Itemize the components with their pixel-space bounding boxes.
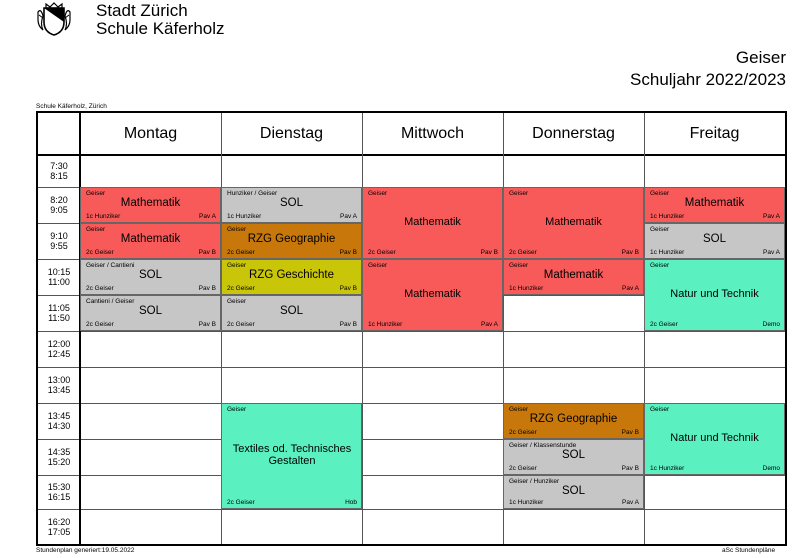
period-end: 14:30 [47, 421, 71, 431]
lesson-teacher: Geiser [650, 262, 670, 269]
lesson-class: 1c Hunziker [227, 213, 262, 220]
grid-row-line [38, 475, 785, 476]
software-credit: aSc Stundenpläne [722, 547, 776, 554]
lesson-room: Pav B [339, 321, 357, 328]
lesson-block[interactable] [503, 259, 644, 295]
lesson-subject: Natur und Technik [670, 288, 759, 300]
lesson-subject: Mathematik [684, 197, 745, 209]
lesson-block[interactable] [221, 187, 362, 223]
lesson-room: Demo [762, 465, 780, 472]
timetable-owner: Geiser [735, 48, 786, 67]
period-end: 12:45 [47, 349, 71, 359]
lesson-class: 2c Geiser [86, 249, 114, 256]
lesson-room: Demo [762, 321, 780, 328]
period-end: 13:45 [47, 385, 71, 395]
lesson-room: Pav B [198, 321, 216, 328]
lesson-subject: SOL [279, 305, 303, 317]
lesson-teacher: Geiser [509, 190, 529, 197]
period-start: 8:20 [50, 195, 68, 205]
lesson-class: 2c Geiser [227, 249, 255, 256]
period-start: 11:05 [48, 303, 70, 313]
grid-row-line [38, 509, 785, 510]
day-header-2: Dienstag [259, 125, 324, 142]
grid-row-line [38, 367, 785, 368]
lesson-teacher: Hunziker / Geiser [227, 190, 278, 197]
lesson-class: 1c Hunziker [509, 499, 544, 506]
period-time-9 [38, 439, 80, 475]
lesson-class: 2c Geiser [86, 285, 114, 292]
lesson-teacher: Geiser / Klassenstunde [509, 442, 577, 449]
lesson-block[interactable] [503, 475, 644, 509]
lesson-room: Pav B [480, 249, 498, 256]
lesson-block[interactable] [503, 439, 644, 475]
period-end: 8:15 [50, 171, 68, 181]
day-header-1: Montag [123, 125, 178, 142]
lesson-subject: RZG Geographie [529, 413, 618, 425]
lesson-teacher: Geiser [650, 226, 670, 233]
period-time-2 [38, 187, 80, 223]
lesson-subject: SOL [561, 485, 585, 497]
period-end: 17:05 [47, 526, 71, 537]
lesson-block[interactable] [503, 403, 644, 439]
lesson-teacher: Geiser [650, 406, 670, 413]
generated-date: Stundenplan generiert:19.05.2022 [36, 547, 135, 554]
period-start: 13:00 [47, 375, 71, 385]
zurich-coat-of-arms-logo [36, 2, 72, 36]
period-end: 9:05 [50, 205, 68, 215]
period-start: 15:30 [47, 482, 71, 492]
lesson-class: 2c Geiser [509, 429, 537, 436]
org-name-line2: Schule Käferholz [96, 19, 225, 38]
lesson-class: 1c Hunziker [650, 213, 685, 220]
period-time-1 [38, 155, 80, 187]
grid-row-line [38, 331, 785, 332]
lesson-subject: RZG Geographie [247, 233, 336, 245]
period-start: 10:15 [47, 267, 71, 277]
lesson-room: Pav A [481, 321, 498, 328]
lesson-block[interactable] [362, 259, 503, 331]
lesson-subject: Mathematik [120, 233, 181, 245]
lesson-block[interactable] [503, 187, 644, 259]
lesson-class: 2c Geiser [509, 465, 537, 472]
lesson-subject: Textiles od. Technisches Gestalten [232, 443, 352, 467]
lesson-teacher: Geiser [509, 406, 529, 413]
lesson-room: Pav B [621, 249, 639, 256]
lesson-room: Pav B [339, 285, 357, 292]
lesson-subject: Mathematik [404, 216, 461, 228]
period-end: 11:50 [48, 313, 70, 323]
lesson-class: 1c Hunziker [650, 465, 685, 472]
lesson-subject: SOL [561, 449, 585, 461]
lesson-teacher: Geiser [86, 226, 106, 233]
lesson-subject: Natur und Technik [670, 432, 759, 444]
lesson-teacher: Geiser [368, 262, 388, 269]
period-time-5 [38, 295, 80, 331]
period-end: 16:15 [47, 492, 71, 502]
period-time-7 [38, 367, 80, 403]
lesson-block[interactable] [80, 259, 221, 295]
lesson-subject: Mathematik [543, 269, 604, 281]
day-header-4: Donnerstag [532, 125, 615, 142]
lesson-block[interactable] [80, 223, 221, 259]
lesson-subject: RZG Geschichte [249, 269, 334, 281]
lesson-room: Pav A [340, 213, 357, 220]
lesson-subject: SOL [138, 305, 162, 317]
period-time-10 [38, 475, 80, 509]
period-end: 15:20 [47, 457, 71, 467]
lesson-teacher: Geiser [227, 406, 247, 413]
lesson-block[interactable] [644, 259, 785, 331]
lesson-teacher: Geiser / Hunziker [509, 478, 560, 485]
lesson-block[interactable] [221, 259, 362, 295]
lesson-class: 1c Hunziker [650, 249, 685, 256]
period-start: 7:30 [50, 161, 68, 171]
lesson-block[interactable] [644, 187, 785, 223]
period-time-11 [38, 509, 80, 544]
lesson-subject: SOL [138, 269, 162, 281]
lesson-block[interactable] [221, 403, 362, 509]
lesson-subject: SOL [279, 197, 303, 209]
lesson-block[interactable] [644, 223, 785, 259]
lesson-block[interactable] [221, 223, 362, 259]
lesson-block[interactable] [362, 187, 503, 259]
period-end: 11:00 [48, 277, 70, 287]
lesson-class: 2c Geiser [368, 249, 396, 256]
lesson-subject: Mathematik [404, 288, 461, 300]
period-start: 16:20 [47, 516, 71, 527]
lesson-subject: Mathematik [545, 216, 602, 228]
period-start: 14:35 [47, 447, 71, 457]
lesson-room: Pav B [339, 249, 357, 256]
lesson-class: 2c Geiser [509, 249, 537, 256]
school-year: Schuljahr 2022/2023 [630, 70, 786, 89]
lesson-block[interactable] [221, 295, 362, 331]
day-header-5: Freitag [689, 125, 740, 142]
period-time-3 [38, 223, 80, 259]
lesson-teacher: Geiser [227, 226, 247, 233]
org-name-line1: Stadt Zürich [96, 1, 188, 20]
period-time-8 [38, 403, 80, 439]
school-location: Schule Käferholz, Zürich [36, 103, 107, 110]
lesson-subject: SOL [702, 233, 726, 245]
lesson-room: Pav A [199, 213, 216, 220]
lesson-class: 2c Geiser [227, 499, 255, 506]
lesson-room: Pav B [621, 465, 639, 472]
lesson-teacher: Cantieni / Geiser [86, 298, 135, 305]
lesson-room: Pav B [621, 429, 639, 436]
lesson-teacher: Geiser [509, 262, 529, 269]
lesson-teacher: Geiser [368, 190, 388, 197]
period-end: 9:55 [50, 241, 68, 251]
period-time-6 [38, 331, 80, 367]
lesson-class: 2c Geiser [86, 321, 114, 328]
period-start: 9:10 [50, 231, 68, 241]
lesson-block[interactable] [80, 295, 221, 331]
lesson-teacher: Geiser [86, 190, 106, 197]
lesson-room: Pav A [622, 285, 639, 292]
lesson-room: Pav A [622, 499, 639, 506]
lesson-class: 2c Geiser [227, 321, 255, 328]
timetable-grid [36, 111, 787, 546]
lesson-room: Pav B [198, 249, 216, 256]
lesson-block[interactable] [644, 403, 785, 475]
lesson-teacher: Geiser [650, 190, 670, 197]
lesson-teacher: Geiser [227, 298, 247, 305]
lesson-block[interactable] [80, 187, 221, 223]
lesson-room: Pav A [763, 213, 780, 220]
lesson-class: 1c Hunziker [368, 321, 403, 328]
lesson-teacher: Geiser / Cantieni [86, 262, 135, 269]
lesson-room: Pav B [198, 285, 216, 292]
lesson-class: 2c Geiser [650, 321, 678, 328]
lesson-subject: Mathematik [120, 197, 181, 209]
lesson-teacher: Geiser [227, 262, 247, 269]
lesson-room: Hob [345, 499, 357, 506]
lesson-class: 1c Hunziker [509, 285, 544, 292]
period-start: 13:45 [47, 411, 71, 421]
lesson-class: 1c Hunziker [86, 213, 121, 220]
day-header-3: Mittwoch [400, 125, 465, 142]
period-time-4 [38, 259, 80, 295]
lesson-room: Pav A [763, 249, 780, 256]
lesson-class: 2c Geiser [227, 285, 255, 292]
period-start: 12:00 [47, 339, 71, 349]
